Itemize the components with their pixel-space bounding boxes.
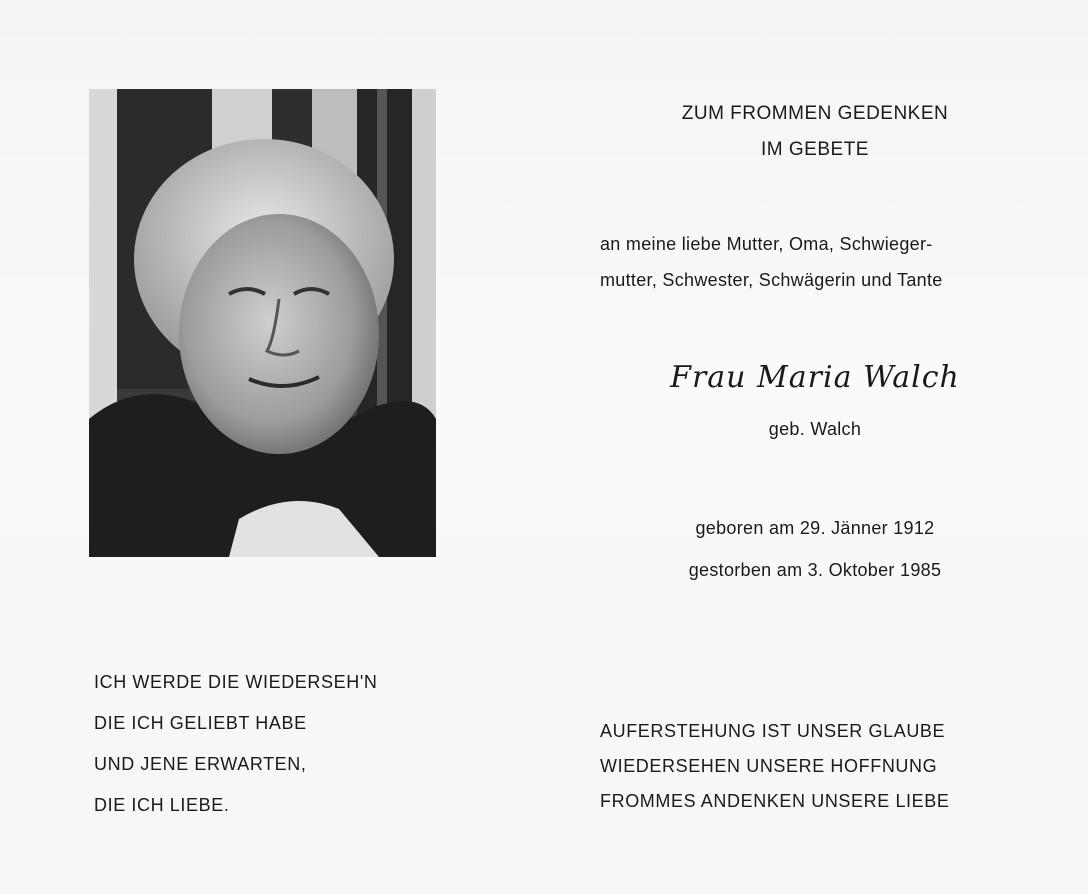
death-date: gestorben am 3. Oktober 1985 <box>688 560 942 580</box>
portrait-image <box>89 89 436 557</box>
intro-line-2: mutter, Schwester, Schwägerin und Tante <box>600 270 943 290</box>
birth-date: geboren am 29. Jänner 1912 <box>695 518 935 538</box>
intro-line-1: an meine liebe Mutter, Oma, Schwieger- <box>600 234 933 254</box>
verse-left-line: DIE ICH GELIEBT HABE <box>94 713 307 733</box>
verse-left-line: ICH WERDE DIE WIEDERSEH'N <box>94 672 378 692</box>
verse-left-line: UND JENE ERWARTEN, <box>94 754 307 774</box>
intro-text <box>600 226 1040 298</box>
verse-right-line: AUFERSTEHUNG IST UNSER GLAUBE <box>600 721 946 741</box>
portrait-photo <box>89 89 436 557</box>
life-dates <box>600 507 1030 591</box>
header-line-1: ZUM FROMMEN GEDENKEN <box>681 103 949 124</box>
verse-right <box>600 714 949 819</box>
deceased-name: Frau Maria Walch <box>670 360 960 395</box>
maiden-name: geb. Walch <box>768 419 862 439</box>
verse-left <box>94 662 377 826</box>
header-text <box>600 96 1030 168</box>
verse-right-line: FROMMES ANDENKEN UNSERE LIEBE <box>600 791 950 811</box>
verse-left-line: DIE ICH LIEBE. <box>94 795 230 815</box>
verse-right-line: WIEDERSEHEN UNSERE HOFFNUNG <box>600 756 938 776</box>
header-line-2: IM GEBETE <box>761 139 869 160</box>
